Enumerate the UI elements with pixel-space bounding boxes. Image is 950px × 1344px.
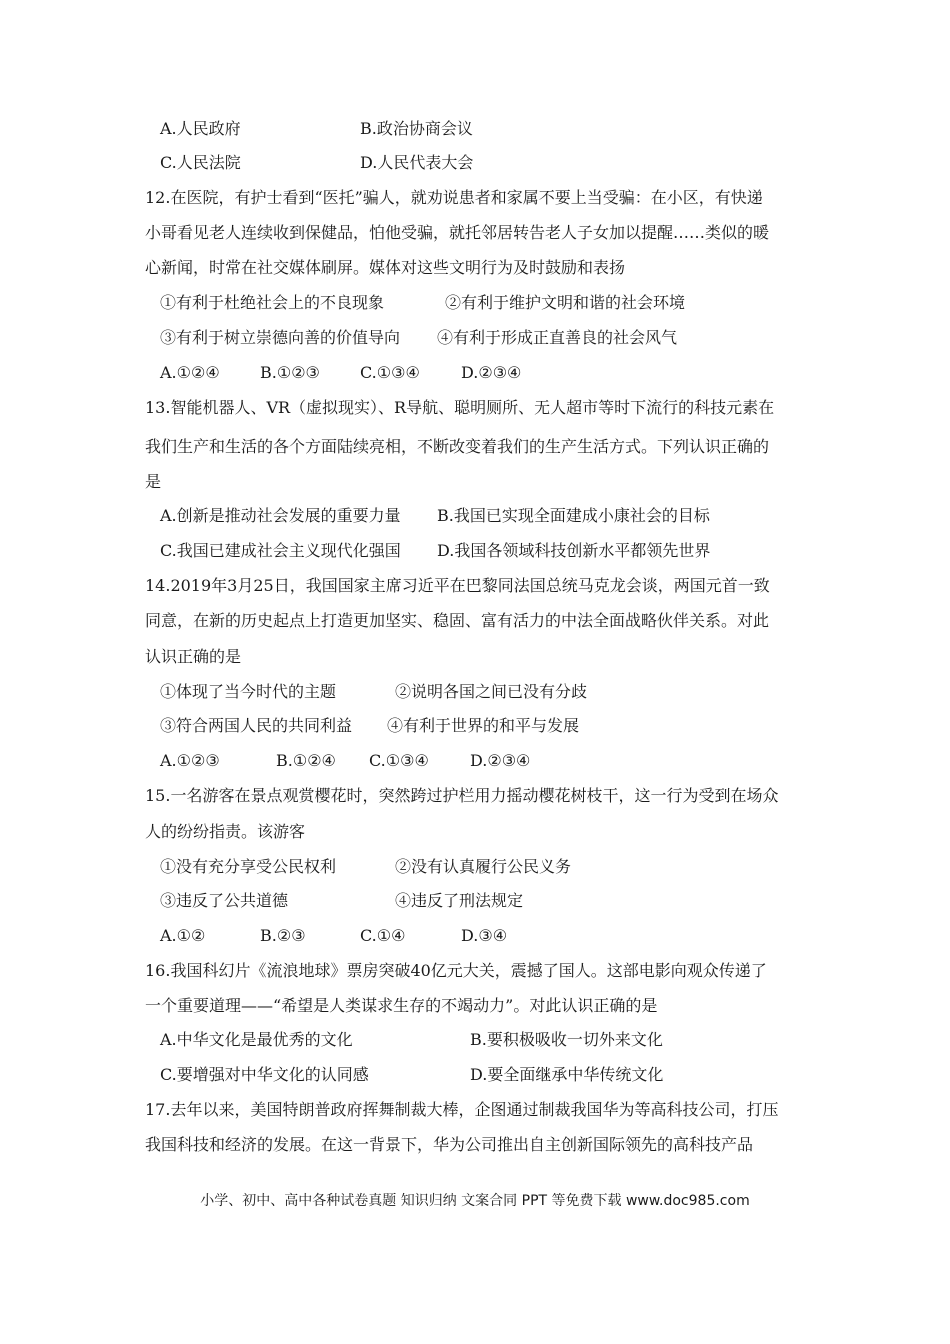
q14-item: ②说明各国之间已没有分歧 [395, 682, 588, 701]
q13-option: A.创新是推动社会发展的重要力量 [160, 506, 401, 525]
q17-stem-line: 17.去年以来，美国特朗普政府挥舞制裁大棒，企图通过制裁我国华为等高科技公司，打压 [145, 1100, 779, 1119]
q15-option: B.②③ [260, 926, 306, 945]
q14-option: D.②③④ [470, 751, 531, 770]
q12-item: ②有利于维护文明和谐的社会环境 [445, 293, 686, 312]
q13-option: B.我国已实现全面建成小康社会的目标 [437, 506, 710, 525]
q16-stem-line: 16.我国科幻片《流浪地球》票房突破40亿元大关，震撼了国人。这部电影向观众传递了 [145, 961, 767, 980]
q13-stem-line: 是 [145, 472, 162, 491]
q16-option: B.要积极吸收一切外来文化 [470, 1030, 663, 1049]
q16-stem-line: 一个重要道理——“希望是人类谋求生存的不竭动力”。对此认识正确的是 [145, 996, 658, 1015]
q15-stem-line: 人的纷纷指责。该游客 [145, 822, 306, 841]
q14-stem-line: 认识正确的是 [145, 647, 242, 666]
q11-option-c: C.人民法院 [160, 153, 241, 172]
q14-option: C.①③④ [369, 751, 429, 770]
q11-option-b: B.政治协商会议 [360, 119, 473, 138]
q16-option: A.中华文化是最优秀的文化 [160, 1030, 353, 1049]
q12-item: ①有利于杜绝社会上的不良现象 [160, 293, 385, 312]
q12-option: D.②③④ [461, 363, 522, 382]
q13-stem-line: 13.智能机器人、VR（虚拟现实）、R导航、聪明厕所、无人超市等时下流行的科技元素在 [145, 398, 775, 417]
q15-item: ②没有认真履行公民义务 [395, 857, 572, 876]
q12-option: B.①②③ [260, 363, 320, 382]
page-footer: 小学、初中、高中各种试卷真题 知识归纳 文案合同 PPT 等免费下载 www.doc985.com [200, 1193, 750, 1209]
q12-stem-line: 小哥看见老人连续收到保健品，怕他受骗，就托邻居转告老人子女加以提醒……类似的暖 [145, 223, 770, 242]
q16-option: C.要增强对中华文化的认同感 [160, 1065, 369, 1084]
q12-stem-line: 心新闻，时常在社交媒体刷屏。媒体对这些文明行为及时鼓励和表扬 [145, 258, 626, 277]
q13-option: C.我国已建成社会主义现代化强国 [160, 541, 401, 560]
q12-item: ③有利于树立崇德向善的价值导向 [160, 328, 401, 347]
q14-option: A.①②③ [160, 751, 220, 770]
q12-option: C.①③④ [360, 363, 420, 382]
q11-option-d: D.人民代表大会 [360, 153, 474, 172]
q14-item: ④有利于世界的和平与发展 [387, 716, 580, 735]
q13-option: D.我国各领域科技创新水平都领先世界 [437, 541, 711, 560]
q12-option: A.①②④ [160, 363, 220, 382]
q15-stem-line: 15.一名游客在景点观赏樱花时，突然跨过护栏用力摇动樱花树枝干，这一行为受到在场众 [145, 786, 779, 805]
q14-item: ①体现了当今时代的主题 [160, 682, 337, 701]
q11-option-a: A.人民政府 [160, 119, 241, 138]
q12-item: ④有利于形成正直善良的社会风气 [437, 328, 678, 347]
q17-stem-line: 我国科技和经济的发展。在这一背景下，华为公司推出自主创新国际领先的高科技产品 [145, 1135, 754, 1154]
q14-stem-line: 同意，在新的历史起点上打造更加坚实、稳固、富有活力的中法全面战略伙伴关系。对此 [145, 611, 770, 630]
q14-stem-line: 14.2019年3月25日，我国国家主席习近平在巴黎同法国总统马克龙会谈，两国元首一致 [145, 576, 770, 595]
q14-option: B.①②④ [276, 751, 336, 770]
q15-item: ③违反了公共道德 [160, 891, 289, 910]
q15-option: D.③④ [461, 926, 508, 945]
q15-option: C.①④ [360, 926, 406, 945]
q15-option: A.①② [160, 926, 206, 945]
q12-stem-line: 12.在医院，有护士看到“医托”骗人，就劝说患者和家属不要上当受骗：在小区，有快递 [145, 188, 763, 207]
q13-stem-line: 我们生产和生活的各个方面陆续亮相，不断改变着我们的生产生活方式。下列认识正确的 [145, 437, 770, 456]
q15-item: ④违反了刑法规定 [395, 891, 524, 910]
q15-item: ①没有充分享受公民权利 [160, 857, 337, 876]
q16-option: D.要全面继承中华传统文化 [470, 1065, 664, 1084]
q14-item: ③符合两国人民的共同利益 [160, 716, 353, 735]
